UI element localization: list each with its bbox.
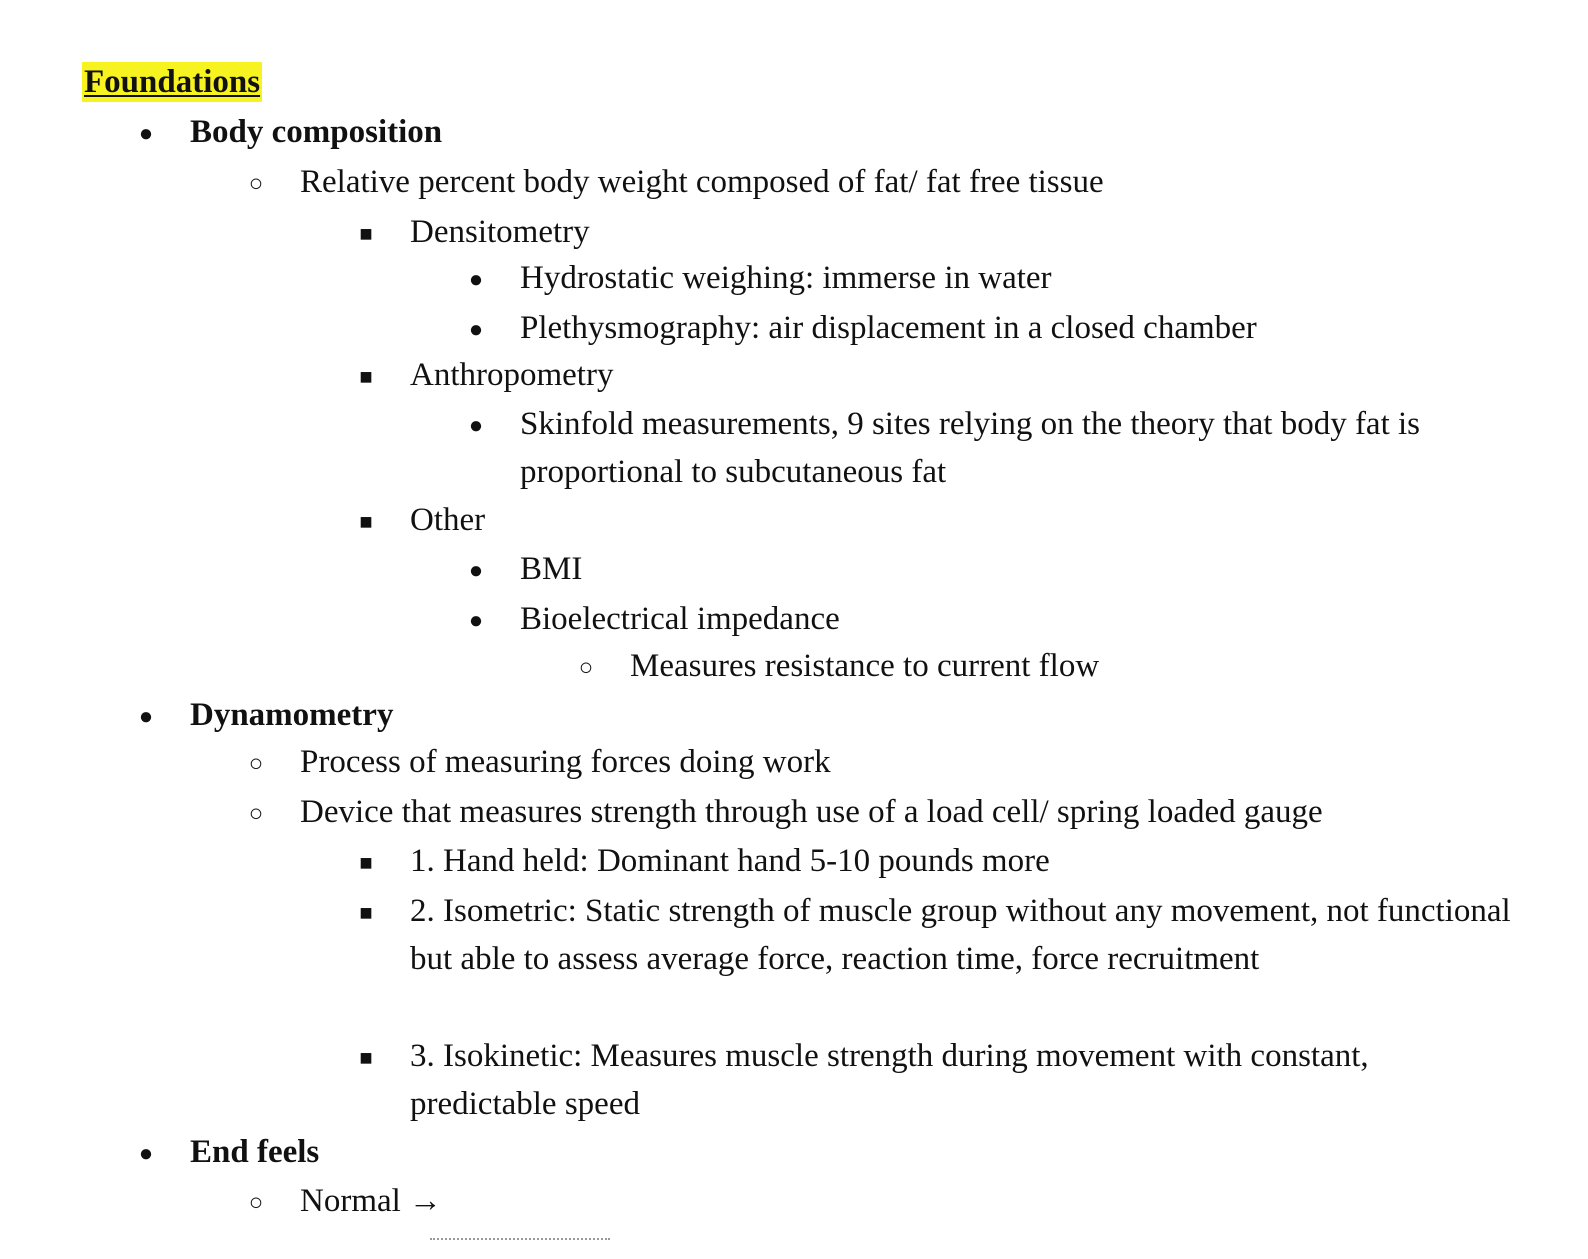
bullet-circle-icon (241, 792, 271, 834)
cropped-text-fragment (430, 1238, 610, 1244)
item-isokinetic: 3. Isokinetic: Measures muscle strength during movement with constant, predictable speed (410, 1038, 1369, 1122)
item-skinfold: Skinfold measurements, 9 sites relying on the theory that body fat is proportional to subcutaneous fat (520, 406, 1421, 490)
bullet-square-icon (351, 500, 381, 542)
bullet-square-icon (351, 841, 381, 883)
bullet-square-icon (351, 891, 381, 933)
item-relative-percent: Relative percent body weight composed of fat/ fat free tissue (300, 164, 1104, 200)
bullet-square-icon (351, 355, 381, 397)
item-end-feels: End feels (190, 1134, 320, 1170)
item-densitometry: Densitometry (410, 214, 590, 250)
item-process-measuring: Process of measuring forces doing work (300, 744, 831, 780)
item-dynamometry: Dynamometry (190, 697, 394, 733)
bullet-disc-icon (461, 599, 491, 641)
item-normal: Normal → (300, 1183, 443, 1219)
bullet-disc-icon (131, 1132, 161, 1174)
item-hand-held: 1. Hand held: Dominant hand 5-10 pounds more (410, 843, 1050, 879)
bullet-disc-icon (131, 112, 161, 154)
item-hydrostatic: Hydrostatic weighing: immerse in water (520, 260, 1052, 296)
bullet-circle-icon (571, 646, 601, 688)
section-heading: Foundations (84, 64, 261, 100)
bullet-disc-icon (461, 258, 491, 300)
item-plethysmography: Plethysmography: air displacement in a closed chamber (520, 310, 1257, 346)
item-bmi: BMI (520, 551, 583, 587)
bullet-circle-icon (241, 162, 271, 204)
item-other: Other (410, 502, 486, 538)
bullet-disc-icon (131, 695, 161, 737)
bullet-circle-icon (241, 742, 271, 784)
item-bioelectrical: Bioelectrical impedance (520, 601, 840, 637)
bullet-disc-icon (461, 308, 491, 350)
item-device-measures: Device that measures strength through use of a load cell/ spring loaded gauge (300, 794, 1323, 830)
item-body-composition: Body composition (190, 114, 443, 150)
bullet-circle-icon (241, 1181, 271, 1223)
bullet-disc-icon (461, 404, 491, 446)
bullet-square-icon (351, 1036, 381, 1078)
item-measures-resistance: Measures resistance to current flow (630, 648, 1100, 684)
bullet-disc-icon (461, 549, 491, 591)
item-anthropometry: Anthropometry (410, 357, 614, 393)
item-isometric: 2. Isometric: Static strength of muscle group without any movement, not functional but able to assess average force, reaction time, force recruitment (410, 893, 1511, 977)
bullet-square-icon (351, 212, 381, 254)
